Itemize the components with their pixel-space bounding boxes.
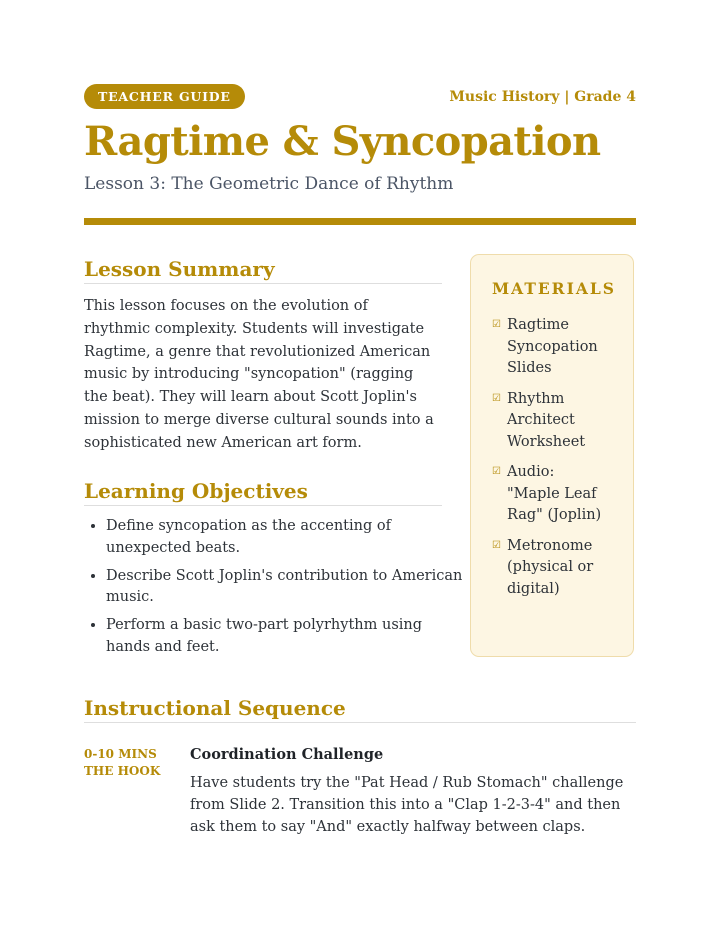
- page-subtitle: Lesson 3: The Geometric Dance of Rhythm: [84, 174, 454, 194]
- objectives-heading: Learning Objectives: [84, 479, 308, 503]
- material-label: Audio: "Maple Leaf Rag" (Joplin): [507, 464, 602, 523]
- sequence-step-time: [84, 746, 174, 780]
- summary-heading: Lesson Summary: [84, 257, 275, 281]
- header-divider: [84, 218, 636, 225]
- course-meta: Music History | Grade 4: [449, 88, 636, 105]
- material-label: Ragtime Syncopation Slides: [507, 317, 598, 376]
- materials-panel: [470, 254, 634, 657]
- checkbox-icon: ☑: [492, 539, 501, 551]
- page-title: Ragtime & Syncopation: [84, 118, 601, 165]
- summary-divider: [84, 283, 442, 284]
- material-item: [492, 315, 607, 380]
- header-top-row: [84, 84, 636, 109]
- checkbox-icon: ☑: [492, 466, 501, 477]
- objective-item: • Perform a basic two-part polyrhythm using hands and feet.: [106, 615, 466, 659]
- objectives-list: [84, 516, 466, 665]
- checkbox-icon: ☑: [492, 319, 501, 330]
- materials-heading: MATERIALS: [492, 279, 616, 298]
- objective-item: • Describe Scott Joplin's contribution to American music.: [106, 566, 466, 610]
- step-phase: THE HOOK: [84, 764, 161, 778]
- material-label: Metronome (physical or digital): [507, 537, 594, 597]
- material-label: Rhythm Architect Worksheet: [507, 390, 586, 450]
- checkbox-icon: ☑: [492, 392, 501, 404]
- summary-text: This lesson focuses on the evolution of rhythmic complexity. Students will investigate Ragtime, a genre that revolutionized American music by introducing "syncopation" (ragging the beat). They will learn about Scott Joplin's mission to merge diverse cultural sounds into a sophisticated new American art form.: [84, 298, 434, 451]
- objectives-divider: [84, 505, 442, 506]
- material-item: [492, 462, 607, 527]
- teacher-guide-badge: TEACHER GUIDE: [84, 84, 245, 109]
- objective-item: • Define syncopation as the accenting of unexpected beats.: [106, 516, 466, 560]
- step-duration: 0-10 MINS: [84, 747, 157, 761]
- material-item: [492, 389, 607, 454]
- step-title: Coordination Challenge: [190, 746, 384, 763]
- material-item: [492, 536, 607, 601]
- materials-list: [492, 315, 607, 609]
- sequence-divider: [84, 722, 636, 723]
- sequence-heading: Instructional Sequence: [84, 696, 346, 720]
- step-body: Have students try the "Pat Head / Rub Stomach" challenge from Slide 2. Transition this into a "Clap 1-2-3-4" and then ask them to say "And" exactly halfway between claps.: [190, 775, 624, 835]
